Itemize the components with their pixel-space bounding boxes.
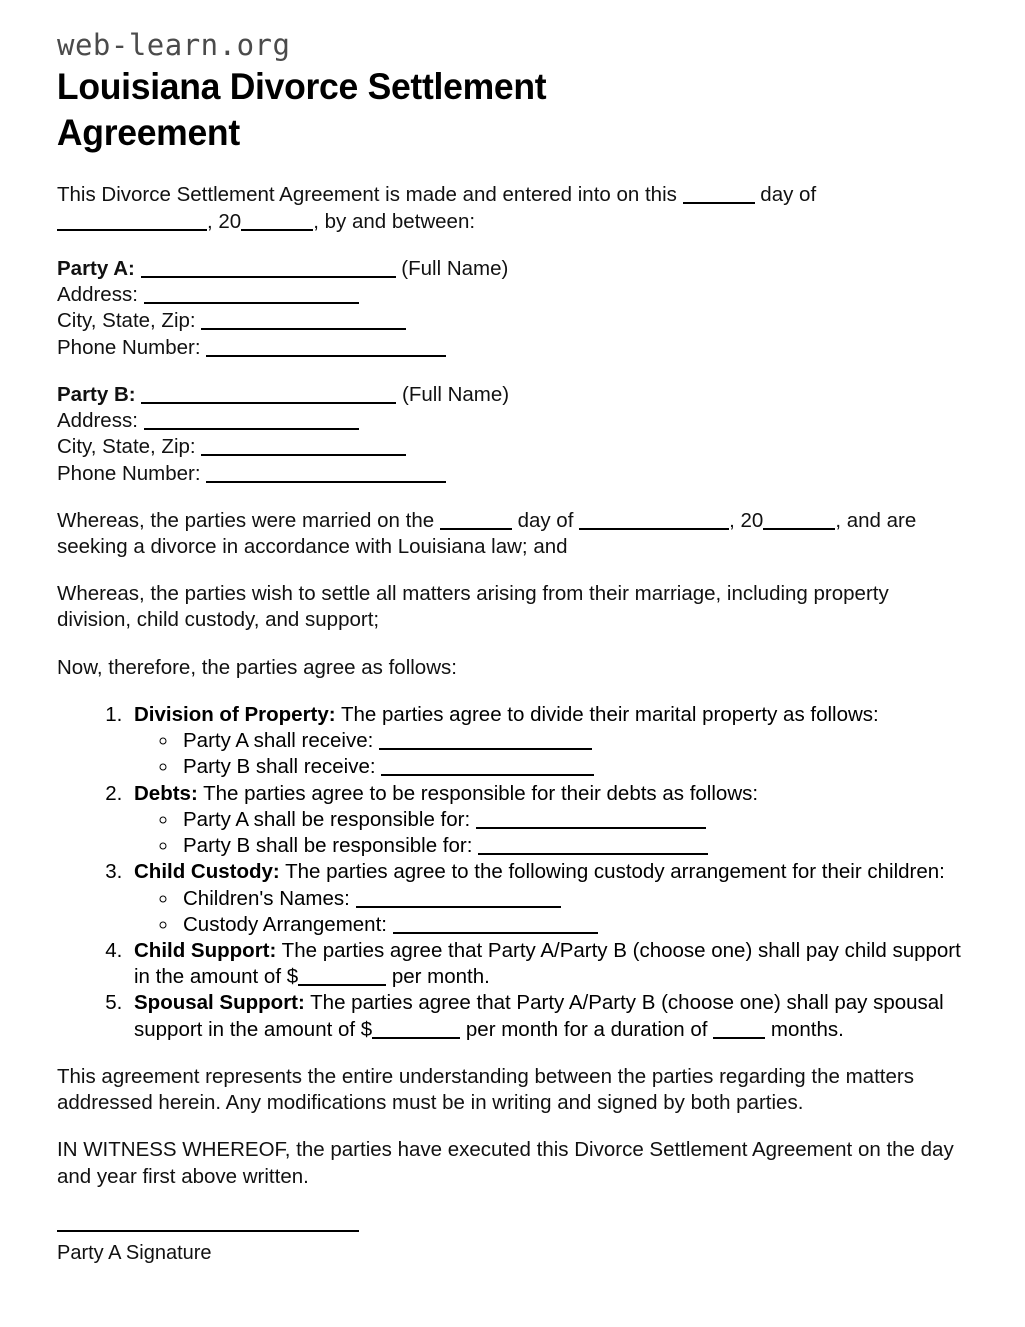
party-b-phone-label: Phone Number: bbox=[57, 461, 201, 485]
clause-item-child-support bbox=[128, 938, 965, 990]
party-a-phone-blank[interactable] bbox=[206, 355, 446, 357]
clause-title-3: Child Custody: bbox=[134, 860, 280, 884]
clause-2-sub-item-party-a bbox=[179, 807, 965, 833]
party-b-phone-row bbox=[57, 461, 965, 487]
clause-list bbox=[55, 702, 965, 1043]
intro-year-blank[interactable] bbox=[241, 229, 313, 231]
clause-2-party-b-blank[interactable] bbox=[478, 853, 708, 855]
spousal-support-duration-blank[interactable] bbox=[713, 1037, 765, 1039]
clause-1-sub-label-a: Party A shall receive: bbox=[183, 729, 374, 753]
clause-1-sub-list bbox=[134, 728, 965, 780]
party-a-block bbox=[55, 256, 965, 361]
clause-title-1: Division of Property: bbox=[134, 702, 336, 726]
spousal-support-amount-blank[interactable] bbox=[372, 1037, 460, 1039]
clause-text-1: The parties agree to divide their marital property as follows: bbox=[340, 702, 879, 726]
clause-3-sub-label-arrangement: Custody Arrangement: bbox=[183, 912, 387, 936]
party-b-city-blank[interactable] bbox=[201, 454, 406, 456]
party-a-city-row bbox=[57, 308, 965, 334]
whereas-first-paragraph bbox=[55, 508, 962, 560]
marriage-day-blank[interactable] bbox=[440, 528, 512, 530]
party-a-address-label: Address: bbox=[57, 283, 138, 307]
closing-paragraph-entire-understanding: This agreement represents the entire understanding between the parties regarding the matters addressed herein. Any modifications must be in writing and signed by both parties. bbox=[57, 1064, 914, 1115]
child-support-amount-blank[interactable] bbox=[298, 984, 386, 986]
whereas-second-paragraph: Whereas, the parties wish to settle all matters arising from their marriage, including property division, child custody, and support; bbox=[57, 582, 889, 632]
clause-1-party-b-blank[interactable] bbox=[381, 774, 594, 776]
party-a-label: Party A: bbox=[57, 256, 135, 280]
intro-day-blank[interactable] bbox=[683, 202, 755, 204]
party-a-name-blank[interactable] bbox=[141, 276, 396, 278]
clause-3-sub-item-custody-arrangement bbox=[179, 912, 965, 938]
whereas-1-seg-1: Whereas, the parties were married on the bbox=[57, 508, 435, 532]
clause-text-3: The parties agree to the following custody arrangement for their children: bbox=[285, 860, 945, 884]
clause-title-2: Debts: bbox=[134, 781, 198, 805]
clause-text-4a: The parties agree that Party A/Party B (choose one) shall pay child support in the amount of $ bbox=[134, 939, 961, 989]
clause-text-4b: per month. bbox=[391, 965, 490, 989]
clause-2-sub-list bbox=[134, 807, 965, 859]
intro-text-d: , by and between: bbox=[313, 209, 476, 233]
clause-title-5: Spousal Support: bbox=[134, 991, 305, 1015]
intro-text-b: day of bbox=[760, 183, 817, 207]
clause-text-5a: The parties agree that Party A/Party B (choose one) shall pay spousal support in the amount of $ bbox=[134, 991, 944, 1041]
clause-2-sub-label-a: Party A shall be responsible for: bbox=[183, 807, 471, 831]
clause-1-party-a-blank[interactable] bbox=[379, 748, 592, 750]
clause-1-sub-label-b: Party B shall receive: bbox=[183, 755, 376, 779]
intro-month-blank[interactable] bbox=[57, 229, 207, 231]
party-a-phone-row bbox=[57, 335, 965, 361]
clause-item-debts bbox=[128, 781, 965, 860]
clause-2-sub-item-party-b bbox=[179, 833, 965, 859]
party-a-city-blank[interactable] bbox=[201, 328, 406, 330]
marriage-year-blank[interactable] bbox=[763, 528, 835, 530]
party-a-signature-line[interactable] bbox=[57, 1230, 359, 1232]
party-a-name-row bbox=[57, 256, 965, 282]
party-b-city-label: City, State, Zip: bbox=[57, 435, 196, 459]
clause-2-party-a-blank[interactable] bbox=[476, 827, 706, 829]
marriage-month-blank[interactable] bbox=[579, 528, 729, 530]
party-b-address-row bbox=[57, 408, 965, 434]
party-b-fullname-note: (Full Name) bbox=[402, 382, 510, 406]
closing-paragraph-in-witness-whereof: IN WITNESS WHEREOF, the parties have executed this Divorce Settlement Agreement on the day and year first above written. bbox=[57, 1138, 954, 1188]
intro-text-c: , 20 bbox=[207, 209, 242, 233]
clause-item-division-of-property bbox=[128, 702, 965, 781]
clause-1-sub-item-party-b bbox=[179, 754, 965, 780]
clause-text-5c: months. bbox=[770, 1017, 844, 1041]
party-b-label: Party B: bbox=[57, 382, 136, 406]
party-a-signature-label: Party A Signature bbox=[57, 1241, 212, 1264]
clause-3-sub-label-names: Children's Names: bbox=[183, 886, 350, 910]
party-b-name-row bbox=[57, 382, 965, 408]
children-names-blank[interactable] bbox=[356, 906, 561, 908]
party-a-address-blank[interactable] bbox=[144, 302, 359, 304]
party-b-city-row bbox=[57, 434, 965, 460]
custody-arrangement-blank[interactable] bbox=[393, 932, 598, 934]
party-a-city-label: City, State, Zip: bbox=[57, 309, 196, 333]
clause-3-sub-list bbox=[134, 886, 965, 938]
site-brand: web-learn.org bbox=[57, 28, 291, 62]
party-b-block bbox=[55, 382, 965, 487]
whereas-1-seg-3: , 20 bbox=[729, 508, 764, 532]
party-b-address-blank[interactable] bbox=[144, 428, 359, 430]
party-a-fullname-note: (Full Name) bbox=[401, 256, 509, 280]
party-b-address-label: Address: bbox=[57, 409, 138, 433]
party-a-phone-label: Phone Number: bbox=[57, 335, 201, 359]
intro-paragraph bbox=[55, 182, 962, 234]
clause-1-sub-item-party-a bbox=[179, 728, 965, 754]
clause-3-sub-item-children-names bbox=[179, 886, 965, 912]
now-therefore-paragraph: Now, therefore, the parties agree as follows: bbox=[57, 655, 457, 679]
party-b-name-blank[interactable] bbox=[141, 402, 396, 404]
clause-text-5b: per month for a duration of bbox=[465, 1017, 708, 1041]
signature-block bbox=[55, 1230, 965, 1265]
clause-item-child-custody bbox=[128, 859, 965, 938]
whereas-1-seg-2: day of bbox=[517, 508, 574, 532]
page-title: Louisiana Divorce Settlement Agreement bbox=[56, 65, 547, 154]
clause-title-4: Child Support: bbox=[134, 939, 277, 963]
clause-2-sub-label-b: Party B shall be responsible for: bbox=[183, 834, 473, 858]
whereas-1-seg-4: , and are seeking a divorce in accordance with Louisiana law; and bbox=[57, 508, 917, 558]
clause-text-2: The parties agree to be responsible for their debts as follows: bbox=[203, 781, 759, 805]
clause-item-spousal-support bbox=[128, 990, 965, 1042]
party-b-phone-blank[interactable] bbox=[206, 481, 446, 483]
party-a-address-row bbox=[57, 282, 965, 308]
intro-text-a: This Divorce Settlement Agreement is made and entered into on this bbox=[57, 183, 677, 207]
